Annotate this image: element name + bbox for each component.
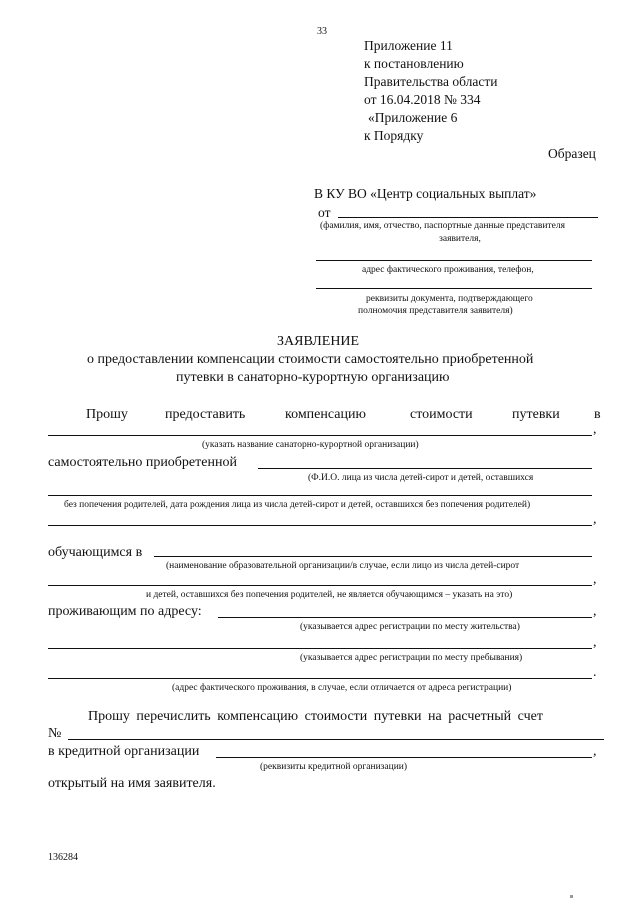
document-title: ЗАЯВЛЕНИЕ xyxy=(277,334,360,349)
comma-4: , xyxy=(593,604,597,619)
comma-5: , xyxy=(593,635,597,650)
word-voucher: путевки xyxy=(512,407,560,422)
hint-addr-2: (указывается адрес регистрации по месту пребывания) xyxy=(300,653,523,663)
recipient-line-3 xyxy=(316,288,592,289)
edu-line-1 xyxy=(154,556,592,557)
addr-line-2 xyxy=(48,648,592,649)
transfer-request: Прошу перечислить компенсацию стоимости путевки на расчетный счет xyxy=(88,709,543,724)
appendix-line-6: к Порядку xyxy=(364,128,424,143)
recipient-hint-3: реквизиты документа, подтверждающего xyxy=(366,294,533,304)
appendix-line-3: Правительства области xyxy=(364,74,498,89)
residing-label: проживающим по адресу: xyxy=(48,604,202,619)
recipient-from-line xyxy=(338,217,598,218)
period-1: . xyxy=(593,665,597,680)
recipient-from-label: от xyxy=(318,205,331,220)
hint-fio-2: без попечения родителей, дата рождения лица из числа детей-сирот и детей, оставшихся без попечения родителей) xyxy=(64,500,531,510)
appendix-line-4: от 16.04.2018 № 334 xyxy=(364,92,481,107)
recipient-to: В КУ ВО «Центр социальных выплат» xyxy=(314,186,537,201)
recipient-hint-1b: заявителя, xyxy=(439,234,481,244)
credit-org-line xyxy=(216,757,592,758)
self-acquired-label: самостоятельно приобретенной xyxy=(48,455,237,470)
hint-edu-1: (наименование образовательной организации/в случае, если лицо из числа детей-сирот xyxy=(166,561,520,571)
comma-6: , xyxy=(593,744,597,759)
appendix-line-2: к постановлению xyxy=(364,56,464,71)
sample-label: Образец xyxy=(548,146,596,161)
studying-label: обучающимся в xyxy=(48,545,143,560)
fio-line-2 xyxy=(48,495,592,496)
addr-line-3 xyxy=(48,678,592,679)
hint-bank: (реквизиты кредитной организации) xyxy=(260,762,408,772)
hint-edu-2: и детей, оставшихся без попечения родителей, не является обучающимся – указать на это) xyxy=(146,590,513,600)
word-provide: предоставить xyxy=(165,407,246,422)
hint-addr-1: (указывается адрес регистрации по месту жительства) xyxy=(300,622,520,632)
recipient-hint-1: (фамилия, имя, отчество, паспортные данные представителя xyxy=(320,221,565,231)
appendix-line-1: Приложение 11 xyxy=(364,38,453,53)
page-number: 33 xyxy=(317,26,327,37)
word-cost: стоимости xyxy=(410,407,473,422)
document-subtitle-2: путевки в санаторно-курортную организацию xyxy=(176,370,450,385)
hint-addr-3: (адрес фактического проживания, в случае, если отличается от адреса регистрации) xyxy=(172,683,512,693)
word-request: Прошу xyxy=(86,407,128,422)
scan-dot xyxy=(570,895,573,898)
recipient-hint-3b: полномочия представителя заявителя) xyxy=(358,306,513,316)
edu-line-2 xyxy=(48,585,592,586)
recipient-hint-2: адрес фактического проживания, телефон, xyxy=(362,265,534,275)
hint-org: (указать название санаторно-курортной организации) xyxy=(202,440,419,450)
word-in: в xyxy=(594,407,601,422)
addr-line-1 xyxy=(218,617,592,618)
hint-fio-1: (Ф.И.О. лица из числа детей-сирот и детей, оставшихся xyxy=(308,473,534,483)
footer-code: 136284 xyxy=(48,852,78,863)
account-number-label: № xyxy=(48,726,62,741)
appendix-line-5: «Приложение 6 xyxy=(368,110,458,125)
document-subtitle-1: о предоставлении компенсации стоимости самостоятельно приобретенной xyxy=(87,352,534,367)
word-compensation: компенсацию xyxy=(285,407,366,422)
comma-1: , xyxy=(593,422,597,437)
org-name-line xyxy=(48,435,592,436)
recipient-line-2 xyxy=(316,260,592,261)
comma-3: , xyxy=(593,572,597,587)
comma-2: , xyxy=(593,512,597,527)
fio-line-3 xyxy=(48,525,592,526)
credit-org-label: в кредитной организации xyxy=(48,744,200,759)
account-number-line xyxy=(68,739,604,740)
opened-label: открытый на имя заявителя. xyxy=(48,776,216,791)
fio-line-1 xyxy=(258,468,592,469)
